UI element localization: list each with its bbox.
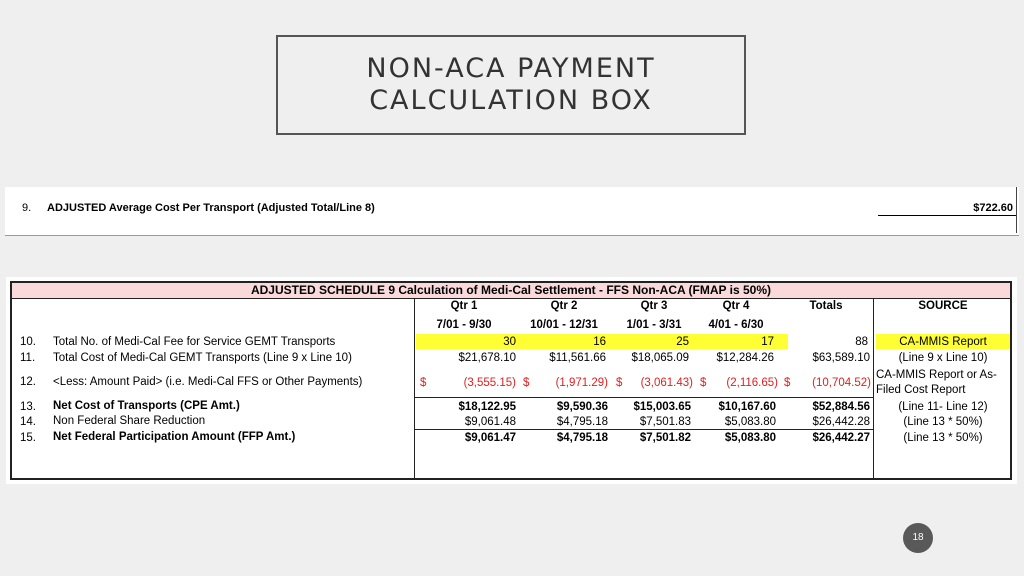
period-qtr4: 4/01 - 6/30 — [708, 319, 764, 331]
row15-label: Net Federal Participation Amount (FFP Amt.) — [53, 431, 296, 443]
col-header-totals: Totals — [809, 300, 843, 312]
row11-qtr3: $18,065.09 — [631, 352, 689, 364]
row12-dollar-qtr1: $ — [420, 377, 427, 389]
row10-qtr3: 25 — [676, 336, 689, 348]
row13-source: (Line 11- Line 12) — [898, 401, 988, 413]
row15-qtr3: $7,501.82 — [639, 432, 691, 444]
row14-qtr3: $7,501.83 — [639, 416, 691, 428]
row14-qtr1: $9,061.48 — [464, 416, 516, 428]
grid-line-row15 — [414, 429, 873, 430]
row10-number: 10. — [20, 336, 36, 348]
row15-source: (Line 13 * 50%) — [903, 432, 983, 444]
row13-number: 13. — [20, 401, 36, 413]
grid-line-row13 — [414, 397, 873, 398]
row12-number: 12. — [20, 376, 36, 388]
row11-total: $63,589.10 — [812, 352, 870, 364]
slide-title-box — [276, 35, 746, 135]
slide-title-line-1: NON-ACA PAYMENT — [366, 53, 656, 84]
row12-total: (10,704.52) — [812, 377, 871, 389]
grid-line-right — [873, 298, 874, 480]
period-qtr1: 7/01 - 9/30 — [436, 319, 492, 331]
row11-qtr2: $11,561.66 — [549, 352, 606, 364]
row13-total: $52,884.56 — [812, 401, 870, 413]
row11-source: (Line 9 x Line 10) — [898, 352, 988, 364]
row15-number: 15. — [20, 432, 36, 444]
row11-qtr1: $21,678.10 — [458, 352, 516, 364]
row14-qtr2: $4,795.18 — [556, 416, 608, 428]
line9-label: ADJUSTED Average Cost Per Transport (Adjusted Total/Line 8) — [47, 202, 375, 214]
line9-panel — [5, 187, 1019, 236]
row15-qtr1: $9,061.47 — [464, 432, 516, 444]
row12-source-line2: Filed Cost Report — [876, 384, 966, 396]
slide-title-line-2: CALCULATION BOX — [369, 85, 653, 116]
row12-dollar-qtr2: $ — [523, 377, 530, 389]
row13-qtr4: $10,167.60 — [718, 401, 776, 413]
row15-qtr4: $5,083.80 — [724, 432, 776, 444]
row15-qtr2: $4,795.18 — [556, 432, 608, 444]
row11-label: Total Cost of Medi-Cal GEMT Transports (Line 9 x Line 10) — [53, 352, 352, 364]
schedule-header: ADJUSTED SCHEDULE 9 Calculation of Medi-Cal Settlement - FFS Non-ACA (FMAP is 50%) — [12, 283, 1010, 299]
row13-qtr3: $15,003.65 — [633, 401, 691, 413]
row14-source: (Line 13 * 50%) — [903, 416, 983, 428]
line9-right-border — [1016, 187, 1017, 233]
line9-number: 9. — [22, 202, 32, 214]
row11-qtr4: $12,284.26 — [716, 352, 774, 364]
page-number-badge: 18 — [903, 523, 933, 553]
grid-line-left — [414, 298, 415, 480]
row12-qtr3: (3,061.43) — [640, 377, 693, 389]
col-header-qtr2: Qtr 2 — [550, 300, 578, 312]
col-header-source: SOURCE — [918, 300, 968, 312]
row10-qtr4: 17 — [761, 336, 774, 348]
row12-dollar-total: $ — [784, 377, 791, 389]
col-header-qtr1: Qtr 1 — [450, 300, 478, 312]
row12-source-line1: CA-MMIS Report or As- — [876, 369, 997, 381]
row12-qtr2: (1,971.29) — [555, 377, 608, 389]
period-qtr3: 1/01 - 3/31 — [626, 319, 682, 331]
row10-source: CA-MMIS Report — [899, 336, 987, 348]
row12-qtr1: (3,555.15) — [463, 377, 516, 389]
period-qtr2: 10/01 - 12/31 — [530, 319, 598, 331]
row10-total: 88 — [855, 336, 868, 348]
row14-qtr4: $5,083.80 — [724, 416, 776, 428]
line9-underline — [878, 215, 1016, 216]
col-header-qtr4: Qtr 4 — [722, 300, 750, 312]
row13-label: Net Cost of Transports (CPE Amt.) — [53, 400, 240, 412]
row11-number: 11. — [20, 352, 36, 364]
row10-qtr2: 16 — [593, 336, 606, 348]
col-header-qtr3: Qtr 3 — [640, 300, 668, 312]
row13-qtr1: $18,122.95 — [458, 401, 516, 413]
schedule-9-table — [6, 277, 1017, 484]
row12-dollar-qtr3: $ — [616, 377, 623, 389]
row12-dollar-qtr4: $ — [700, 377, 707, 389]
line9-value: $722.60 — [973, 202, 1013, 214]
row14-number: 14. — [20, 416, 36, 428]
row12-qtr4: (2,116.65) — [726, 377, 778, 389]
row15-total: $26,442.27 — [812, 432, 870, 444]
row10-qtr1: 30 — [503, 336, 516, 348]
row14-label: Non Federal Share Reduction — [53, 415, 206, 427]
row12-label: <Less: Amount Paid> (i.e. Medi-Cal FFS or Other Payments) — [53, 376, 363, 388]
row10-label: Total No. of Medi-Cal Fee for Service GEMT Transports — [53, 336, 336, 348]
row14-total: $26,442.28 — [812, 416, 870, 428]
row13-qtr2: $9,590.36 — [556, 401, 608, 413]
